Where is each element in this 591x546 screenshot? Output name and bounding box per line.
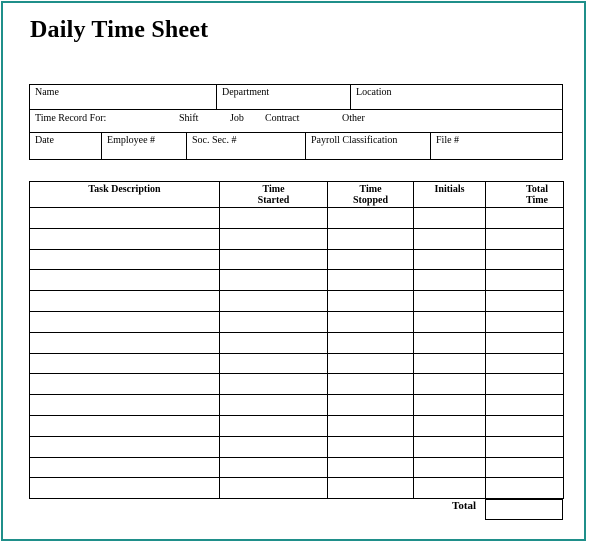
time-started-cell[interactable] xyxy=(220,249,328,270)
table-row xyxy=(30,249,564,270)
table-row xyxy=(30,436,564,457)
job-option[interactable]: Job xyxy=(230,113,244,124)
time-started-cell[interactable] xyxy=(220,478,328,499)
time-started-cell[interactable] xyxy=(220,291,328,312)
initials-cell[interactable] xyxy=(414,415,486,436)
total-time-cell[interactable] xyxy=(486,249,564,270)
total-time-cell[interactable] xyxy=(486,228,564,249)
soc-sec-field[interactable] xyxy=(187,133,306,160)
column-header-total-time: Total Time xyxy=(486,182,564,208)
time-started-cell[interactable] xyxy=(220,353,328,374)
total-time-cell[interactable] xyxy=(486,478,564,499)
total-time-cell[interactable] xyxy=(486,311,564,332)
table-row xyxy=(30,353,564,374)
time-record-label: Time Record For: xyxy=(35,113,107,124)
task-description-cell[interactable] xyxy=(30,291,220,312)
initials-cell[interactable] xyxy=(414,208,486,229)
payroll-classification-label: Payroll Classification xyxy=(311,135,398,146)
task-description-cell[interactable] xyxy=(30,332,220,353)
table-row xyxy=(30,270,564,291)
task-description-cell[interactable] xyxy=(30,311,220,332)
time-stopped-cell[interactable] xyxy=(328,478,414,499)
initials-cell[interactable] xyxy=(414,311,486,332)
task-description-cell[interactable] xyxy=(30,457,220,478)
table-row xyxy=(30,228,564,249)
time-started-cell[interactable] xyxy=(220,228,328,249)
contract-option[interactable]: Contract xyxy=(265,113,300,124)
total-label: Total xyxy=(452,500,477,512)
soc-sec-label: Soc. Sec. # xyxy=(192,135,237,146)
time-stopped-cell[interactable] xyxy=(328,395,414,416)
time-stopped-cell[interactable] xyxy=(328,436,414,457)
initials-cell[interactable] xyxy=(414,353,486,374)
name-field[interactable] xyxy=(30,85,217,109)
task-description-cell[interactable] xyxy=(30,270,220,291)
date-field[interactable] xyxy=(30,133,102,160)
total-time-cell[interactable] xyxy=(486,332,564,353)
initials-cell[interactable] xyxy=(414,228,486,249)
time-stopped-cell[interactable] xyxy=(328,311,414,332)
time-started-cell[interactable] xyxy=(220,332,328,353)
time-started-cell[interactable] xyxy=(220,374,328,395)
table-row xyxy=(30,291,564,312)
other-option[interactable]: Other xyxy=(342,113,365,124)
time-stopped-cell[interactable] xyxy=(328,457,414,478)
page-title: Daily Time Sheet xyxy=(30,17,209,43)
column-header-time-started: Time Started xyxy=(220,182,328,208)
column-header-time-stopped: Time Stopped xyxy=(328,182,414,208)
task-description-cell[interactable] xyxy=(30,208,220,229)
task-description-cell[interactable] xyxy=(30,374,220,395)
time-stopped-cell[interactable] xyxy=(328,415,414,436)
info-row-ids xyxy=(30,133,562,160)
time-started-cell[interactable] xyxy=(220,415,328,436)
table-row xyxy=(30,208,564,229)
employee-number-field[interactable] xyxy=(102,133,187,160)
initials-cell[interactable] xyxy=(414,374,486,395)
table-row xyxy=(30,478,564,499)
initials-cell[interactable] xyxy=(414,249,486,270)
department-field[interactable] xyxy=(217,85,351,109)
column-header-initials: Initials xyxy=(414,182,486,208)
table-row xyxy=(30,332,564,353)
location-label: Location xyxy=(356,87,392,98)
time-started-cell[interactable] xyxy=(220,436,328,457)
date-label: Date xyxy=(35,135,54,146)
time-started-cell[interactable] xyxy=(220,208,328,229)
task-description-cell[interactable] xyxy=(30,353,220,374)
task-description-cell[interactable] xyxy=(30,478,220,499)
location-field[interactable] xyxy=(351,85,563,109)
total-time-cell[interactable] xyxy=(486,457,564,478)
column-header-task-description: Task Description xyxy=(30,182,220,208)
initials-cell[interactable] xyxy=(414,395,486,416)
time-started-cell[interactable] xyxy=(220,457,328,478)
initials-cell[interactable] xyxy=(414,332,486,353)
initials-cell[interactable] xyxy=(414,291,486,312)
table-row xyxy=(30,395,564,416)
total-time-cell[interactable] xyxy=(486,208,564,229)
time-stopped-cell[interactable] xyxy=(328,270,414,291)
total-time-cell[interactable] xyxy=(486,395,564,416)
initials-cell[interactable] xyxy=(414,478,486,499)
department-label: Department xyxy=(222,87,270,98)
time-started-cell[interactable] xyxy=(220,311,328,332)
table-row xyxy=(30,457,564,478)
initials-cell[interactable] xyxy=(414,436,486,457)
initials-cell[interactable] xyxy=(414,270,486,291)
task-description-cell[interactable] xyxy=(30,415,220,436)
task-description-cell[interactable] xyxy=(30,249,220,270)
payroll-classification-field[interactable] xyxy=(306,133,431,160)
table-row xyxy=(30,311,564,332)
initials-cell[interactable] xyxy=(414,457,486,478)
file-number-field[interactable] xyxy=(431,133,563,160)
time-stopped-cell[interactable] xyxy=(328,353,414,374)
total-time-cell[interactable] xyxy=(486,353,564,374)
table-row xyxy=(30,374,564,395)
task-table xyxy=(29,181,564,499)
time-stopped-cell[interactable] xyxy=(328,374,414,395)
total-time-cell[interactable] xyxy=(486,415,564,436)
shift-option[interactable]: Shift xyxy=(179,113,199,124)
total-time-cell[interactable] xyxy=(486,436,564,457)
file-number-label: File # xyxy=(436,135,460,146)
time-stopped-cell[interactable] xyxy=(328,249,414,270)
info-row-time-record xyxy=(30,110,562,133)
time-stopped-cell[interactable] xyxy=(328,332,414,353)
time-started-cell[interactable] xyxy=(220,395,328,416)
employee-number-label: Employee # xyxy=(107,135,156,146)
total-time-cell[interactable] xyxy=(486,270,564,291)
time-started-cell[interactable] xyxy=(220,270,328,291)
total-field[interactable] xyxy=(485,499,563,520)
info-row-name xyxy=(30,85,562,110)
employee-info-grid xyxy=(29,84,563,160)
total-time-cell[interactable] xyxy=(486,291,564,312)
table-header-row xyxy=(30,182,564,208)
table-row xyxy=(30,415,564,436)
task-description-cell[interactable] xyxy=(30,436,220,457)
name-label: Name xyxy=(35,87,59,98)
total-time-cell[interactable] xyxy=(486,374,564,395)
time-stopped-cell[interactable] xyxy=(328,291,414,312)
time-stopped-cell[interactable] xyxy=(328,208,414,229)
task-description-cell[interactable] xyxy=(30,395,220,416)
task-description-cell[interactable] xyxy=(30,228,220,249)
time-stopped-cell[interactable] xyxy=(328,228,414,249)
